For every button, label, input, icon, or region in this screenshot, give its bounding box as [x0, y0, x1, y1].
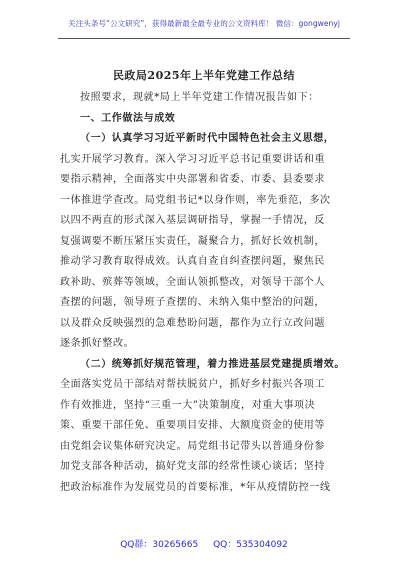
intro-paragraph: 按照要求，现就*局上半年党建工作情况报告如下： — [80, 92, 319, 103]
document-title: 民政局2025年上半年党建工作总结 — [112, 69, 296, 82]
body-line: 查摆的问题，领导班子查摆的、未纳入集中整治的问题， — [60, 297, 325, 308]
body-line: 策、重要干部任免、重要项目安排、大额度资金的使用等 — [60, 420, 325, 431]
body-line: 把政治标准作为发展党员的首要标准，*年从疫情防控一线 — [60, 481, 331, 493]
body-line: 以及群众反映强烈的急难愁盼问题，都作为立行立改问题 — [60, 317, 325, 329]
source-banner: 关注头条号“公文研究”，获得最新最全最专业的公文资料库！ 微信：gongwenyj — [68, 19, 340, 28]
body-line: 加党支部各种活动，搞好党支部的经常性谈心谈话；坚持 — [60, 461, 325, 472]
qq-contact-text: QQ：535304092 — [213, 540, 288, 550]
body-line: 由党组会议集体研究决定。局党组书记带头以普通身份参 — [60, 440, 325, 452]
body-line: 推动学习教育取得成效。认真自查自纠查摆问题，聚焦民 — [60, 256, 325, 267]
body-line: 逐条抓好整改。 — [60, 338, 135, 349]
subsection-heading-1: （一）认真学习习近平新时代中国特色社会主义思想， — [80, 133, 335, 144]
body-line: 以四不两直的形式深入基层调研指导，掌握一手情况，反 — [60, 215, 325, 226]
body-line: 作有效推进，坚持“三重一大”决策制度，对重大事项决 — [60, 399, 316, 411]
header-divider — [58, 38, 350, 39]
contact-footer — [0, 537, 408, 550]
body-line: 全面落实党员干部结对帮扶脱贫户，抓好乡村振兴各项工 — [60, 379, 325, 390]
body-line: 扎实开展学习教育。深入学习习近平总书记重要讲话和重 — [60, 153, 325, 165]
body-line: 要指示精神，全面落实中央部署和省委、市委、县委要求 — [60, 174, 325, 185]
subsection-heading-2: （二）统筹抓好规范管理，着力推进基层党建提质增效。 — [80, 358, 345, 370]
section-heading: 一、工作做法与成效 — [80, 112, 176, 124]
qq-group-text: QQ群：30265665 — [120, 540, 199, 550]
body-line: 复强调要不断压紧压实责任，凝聚合力，抓好长效机制， — [60, 235, 325, 247]
body-line: 一体推进学查改。局党组书记*以身作则，率先垂范，多次 — [60, 194, 331, 206]
body-line: 政补助、殡葬等领域，全面认领抓整改，对领导干部个人 — [60, 276, 325, 288]
document-body — [60, 88, 356, 498]
